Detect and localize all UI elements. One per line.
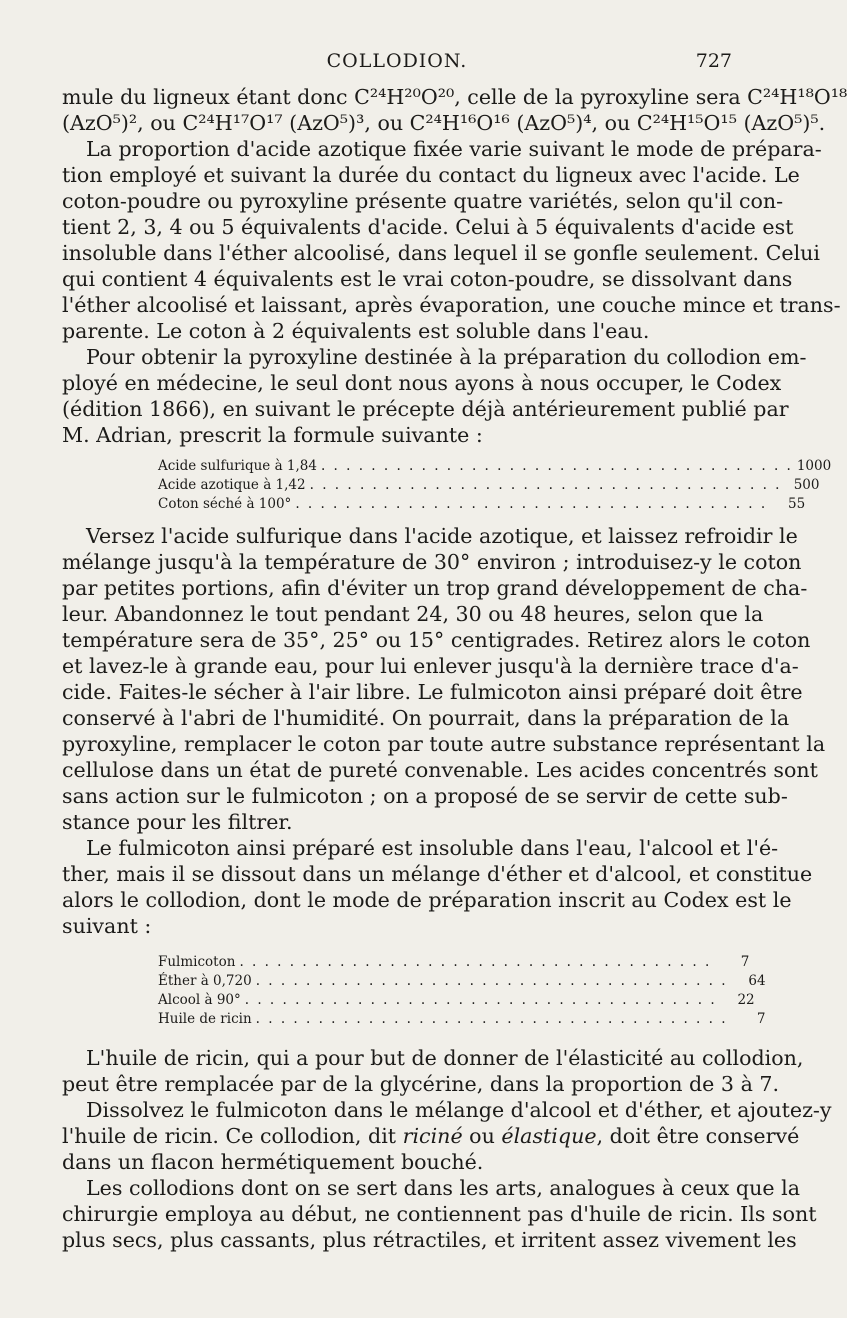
text-line: coton-poudre ou pyroxyline présente quatre variétés, selon qu'il con- bbox=[62, 189, 784, 213]
text-line: l'huile de ricin. Ce collodion, dit riciné ou élastique, doit être conservé bbox=[62, 1124, 800, 1148]
text-line: L'huile de ricin, qui a pour but de donner de l'élasticité au collodion, bbox=[86, 1046, 804, 1070]
paragraph-dissolution bbox=[62, 835, 813, 939]
text-line: (AzO⁵)², ou C²⁴H¹⁷O¹⁷ (AzO⁵)³, ou C²⁴H¹⁶O¹⁶ (AzO⁵)⁴, ou C²⁴H¹⁵O¹⁵ (AzO⁵)⁵. bbox=[62, 111, 826, 135]
text-line: Versez l'acide sulfurique dans l'acide azotique, et laissez refroidir le bbox=[86, 524, 798, 548]
recipe-row: Acide sulfurique à 1,84 . . . . . . . . . . . . . . . . . . . . . . . . . . . . . . . . . . . . . . 1000 bbox=[158, 458, 832, 474]
text-line: température sera de 35°, 25° ou 15° centigrades. Retirez alors le coton bbox=[62, 628, 811, 652]
text-line: chirurgie employa au début, ne contiennent pas d'huile de ricin. Ils sont bbox=[62, 1202, 817, 1226]
text-line: insoluble dans l'éther alcoolisé, dans lequel il se gonfle seulement. Celui bbox=[62, 241, 821, 265]
recipe-table-pyroxyline bbox=[158, 457, 832, 514]
paragraph-method bbox=[62, 523, 826, 835]
text-line: cellulose dans un état de pureté convenable. Les acides concentrés sont bbox=[62, 758, 818, 782]
recipe-table-collodion bbox=[158, 953, 766, 1029]
paragraph-proportion bbox=[62, 136, 841, 344]
recipe-row: Alcool à 90° . . . . . . . . . . . . . . . . . . . . . . . . . . . . . . . . . . . . . . 22 bbox=[158, 992, 755, 1008]
recipe-row: Coton séché à 100° . . . . . . . . . . . . . . . . . . . . . . . . . . . . . . . . . . . . . . 55 bbox=[158, 496, 806, 512]
text-line: ther, mais il se dissout dans un mélange d'éther et d'alcool, et constitue bbox=[62, 862, 813, 886]
text-line: pyroxyline, remplacer le coton par toute autre substance représentant la bbox=[62, 732, 826, 756]
paragraph-arts bbox=[62, 1175, 817, 1253]
paragraph-elastic bbox=[62, 1097, 832, 1175]
text-line: et lavez-le à grande eau, pour lui enlever jusqu'à la dernière trace d'a- bbox=[62, 654, 799, 678]
text-line: La proportion d'acide azotique fixée varie suivant le mode de prépara- bbox=[86, 137, 822, 161]
recipe-row: Huile de ricin . . . . . . . . . . . . . . . . . . . . . . . . . . . . . . . . . . . . . . 7 bbox=[158, 1011, 766, 1027]
running-title: COLLODION. bbox=[326, 50, 468, 72]
text-line: conservé à l'abri de l'humidité. On pourrait, dans la préparation de la bbox=[62, 706, 790, 730]
body-text bbox=[62, 84, 847, 1253]
text-line: tient 2, 3, 4 ou 5 équivalents d'acide. Celui à 5 équivalents d'acide est bbox=[62, 215, 794, 239]
paragraph-codex bbox=[62, 344, 807, 448]
text-line: plus secs, plus cassants, plus rétractiles, et irritent assez vivement les bbox=[62, 1228, 797, 1252]
text-line: leur. Abandonnez le tout pendant 24, 30 ou 48 heures, selon que la bbox=[62, 602, 764, 626]
paragraph-castor-oil bbox=[62, 1045, 804, 1097]
text-line: par petites portions, afin d'éviter un trop grand développement de cha- bbox=[62, 576, 808, 600]
text-line: Les collodions dont on se sert dans les arts, analogues à ceux que la bbox=[86, 1176, 800, 1200]
text-line: l'éther alcoolisé et laissant, après évaporation, une couche mince et trans- bbox=[62, 293, 841, 317]
text-line: cide. Faites-le sécher à l'air libre. Le fulmicoton ainsi préparé doit être bbox=[62, 680, 803, 704]
text-line: Dissolvez le fulmicoton dans le mélange d'alcool et d'éther, et ajoutez-y bbox=[86, 1098, 832, 1122]
text-line: Pour obtenir la pyroxyline destinée à la préparation du collodion em- bbox=[86, 345, 807, 369]
term-ricine: riciné bbox=[402, 1124, 463, 1148]
text-line: Le fulmicoton ainsi préparé est insoluble dans l'eau, l'alcool et l'é- bbox=[86, 836, 779, 860]
text-line: (édition 1866), en suivant le précepte déjà antérieurement publié par bbox=[62, 397, 789, 421]
text-line: ployé en médecine, le seul dont nous ayons à nous occuper, le Codex bbox=[62, 371, 782, 395]
text-line: M. Adrian, prescrit la formule suivante : bbox=[62, 423, 483, 447]
text-line: sans action sur le fulmicoton ; on a proposé de se servir de cette sub- bbox=[62, 784, 788, 808]
paragraph-formula bbox=[62, 84, 847, 136]
text-line: mule du ligneux étant donc C²⁴H²⁰O²⁰, celle de la pyroxyline sera C²⁴H¹⁸O¹⁸ bbox=[62, 85, 847, 109]
text-line: peut être remplacée par de la glycérine, dans la proportion de 3 à 7. bbox=[62, 1072, 780, 1096]
recipe-row: Éther à 0,720 . . . . . . . . . . . . . . . . . . . . . . . . . . . . . . . . . . . . . . 64 bbox=[158, 973, 766, 989]
text-line: parente. Le coton à 2 équivalents est soluble dans l'eau. bbox=[62, 319, 650, 343]
text-line: suivant : bbox=[62, 914, 152, 938]
text-line: stance pour les filtrer. bbox=[62, 810, 293, 834]
text-line: dans un flacon hermétiquement bouché. bbox=[62, 1150, 484, 1174]
recipe-row: Acide azotique à 1,42 . . . . . . . . . . . . . . . . . . . . . . . . . . . . . . . . . . . . . . 500 bbox=[158, 477, 820, 493]
term-elastique: élastique bbox=[501, 1124, 597, 1148]
text-line: qui contient 4 équivalents est le vrai coton-poudre, se dissolvant dans bbox=[62, 267, 793, 291]
text-line: mélange jusqu'à la température de 30° environ ; introduisez-y le coton bbox=[62, 550, 802, 574]
page-number: 727 bbox=[695, 50, 732, 72]
text-line: alors le collodion, dont le mode de préparation inscrit au Codex est le bbox=[62, 888, 792, 912]
recipe-row: Fulmicoton . . . . . . . . . . . . . . . . . . . . . . . . . . . . . . . . . . . . . . 7 bbox=[158, 954, 750, 970]
text-line: tion employé et suivant la durée du contact du ligneux avec l'acide. Le bbox=[62, 163, 800, 187]
page-header bbox=[62, 50, 732, 80]
